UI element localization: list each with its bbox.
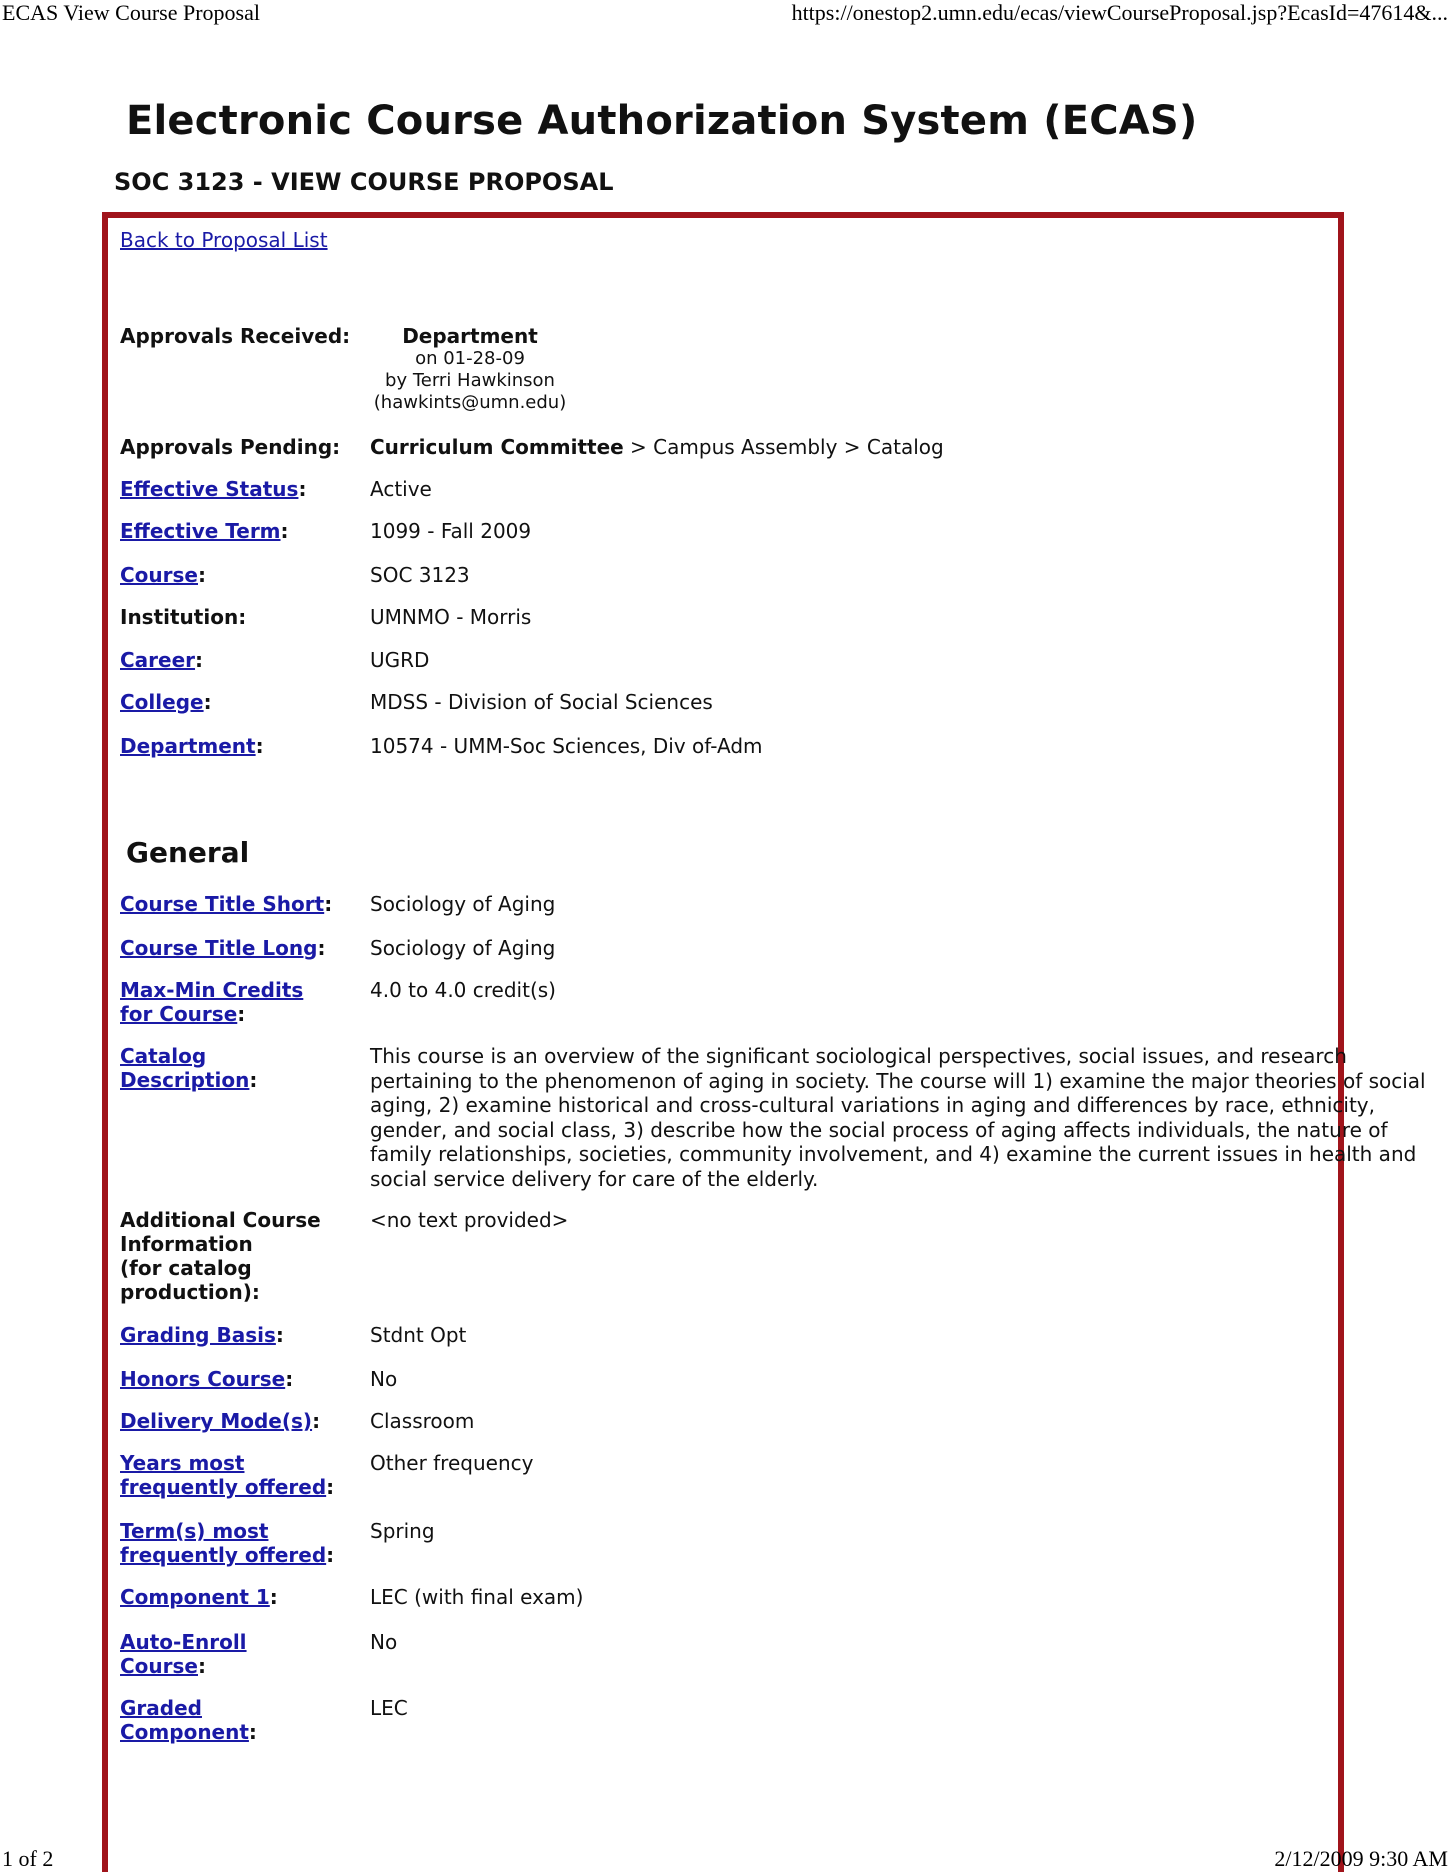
graded-component-value: LEC bbox=[370, 1696, 408, 1720]
page-subtitle: SOC 3123 - VIEW COURSE PROPOSAL bbox=[114, 168, 614, 196]
general-section-heading: General bbox=[126, 836, 250, 869]
catalog-description-label-line1: Catalog bbox=[120, 1044, 207, 1068]
max-min-credits-link[interactable] bbox=[120, 978, 303, 1026]
additional-info-label-line3: (for catalog bbox=[120, 1256, 252, 1280]
additional-info-label-line1: Additional Course bbox=[120, 1208, 321, 1232]
print-datetime: 2/12/2009 9:30 AM bbox=[1274, 1846, 1448, 1871]
auto-enroll-link[interactable] bbox=[120, 1630, 247, 1678]
terms-offered-value: Spring bbox=[370, 1519, 435, 1543]
terms-offered-link[interactable] bbox=[120, 1519, 326, 1567]
catalog-description-value: This course is an overview of the significant sociological perspectives, social issues, and research pertaining to the phenomenon of aging in society. The course will 1) examine the major theories of social aging, 2) examine historical and cross-cultural variations in aging and differences by race, ethnicity, gender, and social class, 3) describe how the social process of aging affects individuals, the nature of family relationships, societies, community involvement, and 4) examine the current issues in health and social service delivery for care of the elderly. bbox=[370, 1044, 1426, 1191]
honors-course-link[interactable]: Honors Course bbox=[120, 1367, 286, 1391]
effective-status-link[interactable]: Effective Status bbox=[120, 477, 299, 501]
additional-info-label-line2: Information bbox=[120, 1232, 253, 1256]
graded-component-link[interactable] bbox=[120, 1696, 249, 1744]
additional-info-label-line4: production): bbox=[120, 1280, 260, 1304]
browser-page-title: ECAS View Course Proposal bbox=[2, 0, 260, 25]
terms-offered-label-line1: Term(s) most bbox=[120, 1519, 269, 1543]
terms-offered-label-line2: frequently offered bbox=[120, 1543, 327, 1567]
department-value: 10574 - UMM-Soc Sciences, Div of-Adm bbox=[370, 734, 763, 758]
course-title-long-link[interactable]: Course Title Long bbox=[120, 936, 318, 960]
grading-basis-link[interactable]: Grading Basis bbox=[120, 1323, 276, 1347]
back-to-proposal-list-link[interactable]: Back to Proposal List bbox=[120, 228, 328, 252]
approval-email: (hawkints@umn.edu) bbox=[373, 392, 567, 413]
institution-value: UMNMO - Morris bbox=[370, 605, 532, 629]
max-min-credits-label-line1: Max-Min Credits bbox=[120, 978, 304, 1002]
years-offered-link[interactable] bbox=[120, 1451, 326, 1499]
grading-basis-value: Stdnt Opt bbox=[370, 1323, 467, 1347]
auto-enroll-label-line1: Auto-Enroll bbox=[120, 1630, 247, 1654]
delivery-modes-link[interactable]: Delivery Mode(s) bbox=[120, 1409, 313, 1433]
component-1-value: LEC (with final exam) bbox=[370, 1585, 584, 1609]
browser-url: https://onestop2.umn.edu/ecas/viewCourseProposal.jsp?EcasId=47614&... bbox=[791, 0, 1448, 25]
approvals-pending-label: Approvals Pending: bbox=[120, 435, 341, 459]
additional-info-label bbox=[120, 1208, 360, 1304]
course-title-short-value: Sociology of Aging bbox=[370, 892, 556, 916]
page-number: 1 of 2 bbox=[2, 1846, 54, 1871]
effective-term-value: 1099 - Fall 2009 bbox=[370, 519, 532, 543]
max-min-credits-value: 4.0 to 4.0 credit(s) bbox=[370, 978, 556, 1002]
career-value: UGRD bbox=[370, 648, 430, 672]
course-title-short-link[interactable]: Course Title Short bbox=[120, 892, 325, 916]
auto-enroll-label-line2: Course bbox=[120, 1654, 198, 1678]
course-title-long-value: Sociology of Aging bbox=[370, 936, 556, 960]
catalog-description-link[interactable] bbox=[120, 1044, 249, 1092]
approval-unit: Department bbox=[402, 324, 538, 348]
effective-status-value: Active bbox=[370, 477, 432, 501]
approvals-pending-current: Curriculum Committee bbox=[370, 435, 624, 459]
graded-component-label-line2: Component bbox=[120, 1720, 249, 1744]
graded-component-label-line1: Graded bbox=[120, 1696, 202, 1720]
career-link[interactable]: Career bbox=[120, 648, 196, 672]
approvals-received-label: Approvals Received: bbox=[120, 324, 351, 348]
print-header bbox=[0, 0, 1456, 28]
college-link[interactable]: College bbox=[120, 690, 204, 714]
approvals-pending-rest: > Campus Assembly > Catalog bbox=[623, 435, 944, 459]
effective-term-link[interactable]: Effective Term bbox=[120, 519, 281, 543]
approvals-received-value bbox=[370, 324, 570, 414]
years-offered-label-line2: frequently offered bbox=[120, 1475, 327, 1499]
college-value: MDSS - Division of Social Sciences bbox=[370, 690, 713, 714]
approval-date: on 01-28-09 bbox=[415, 348, 525, 369]
component-1-link[interactable]: Component 1 bbox=[120, 1585, 270, 1609]
department-link[interactable]: Department bbox=[120, 734, 256, 758]
auto-enroll-value: No bbox=[370, 1630, 398, 1654]
max-min-credits-label-line2: for Course bbox=[120, 1002, 238, 1026]
content-frame bbox=[102, 212, 1344, 1872]
honors-course-value: No bbox=[370, 1367, 398, 1391]
print-footer bbox=[0, 1846, 1456, 1874]
years-offered-value: Other frequency bbox=[370, 1451, 534, 1475]
course-value: SOC 3123 bbox=[370, 563, 470, 587]
additional-info-value: <no text provided> bbox=[370, 1208, 569, 1232]
app-title: Electronic Course Authorization System (ECAS) bbox=[126, 98, 1198, 144]
catalog-description-label-line2: Description bbox=[120, 1068, 250, 1092]
years-offered-label-line1: Years most bbox=[120, 1451, 245, 1475]
course-link[interactable]: Course bbox=[120, 563, 198, 587]
delivery-modes-value: Classroom bbox=[370, 1409, 475, 1433]
approvals-pending-value bbox=[370, 435, 1440, 459]
institution-label: Institution: bbox=[120, 605, 247, 629]
approval-by: by Terri Hawkinson bbox=[385, 370, 555, 391]
